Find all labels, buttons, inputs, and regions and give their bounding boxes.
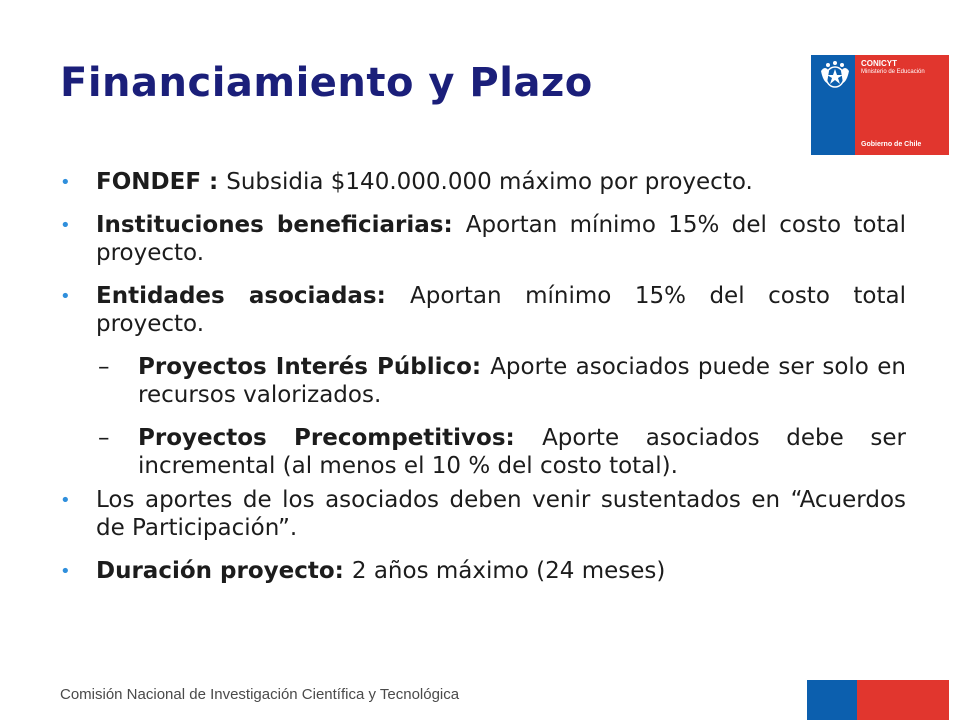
- sub-bullet-item: [60, 353, 906, 409]
- bullet-dot-icon: •: [60, 172, 71, 193]
- bullet-text: Aportan mínimo 15% del costo total proyecto.: [96, 212, 906, 266]
- bullet-text: Aportan mínimo 15% del costo total proyecto.: [96, 283, 906, 337]
- bullet-item: [60, 282, 906, 338]
- bullet-item: [60, 211, 906, 267]
- sub-bullet-dash: –: [98, 354, 110, 380]
- bullet-text: 2 años máximo (24 meses): [351, 558, 666, 584]
- bullet-label: FONDEF :: [96, 169, 227, 195]
- footer-flag-blue: [807, 680, 857, 720]
- footer-flag-red: [857, 680, 949, 720]
- logo-red-band: [855, 55, 949, 155]
- logo-name: CONICYT: [861, 59, 897, 68]
- footer-institution: Comisión Nacional de Investigación Científica y Tecnológica: [60, 686, 460, 703]
- bullet-label: Instituciones beneficiarias:: [96, 212, 466, 238]
- sub-bullet-label: Proyectos Interés Público:: [138, 354, 491, 380]
- bullet-dot-icon: •: [60, 286, 71, 307]
- bullet-item: [60, 486, 906, 542]
- logo-ministry: Ministerio de Educación: [861, 69, 925, 75]
- sub-bullet-text: Aporte asociados puede ser solo en recursos valorizados.: [138, 354, 906, 408]
- bullet-text: Subsidia $140.000.000 máximo por proyecto.: [226, 169, 753, 195]
- chile-crest-icon: [817, 59, 853, 93]
- sub-bullet-item: [60, 424, 906, 480]
- slide-content: [60, 168, 906, 600]
- bullet-item: [60, 557, 906, 585]
- bullet-label: Entidades asociadas:: [96, 283, 411, 309]
- bullet-dot-icon: •: [60, 215, 71, 236]
- conicyt-logo: [811, 55, 949, 155]
- sub-bullet-text: Aporte asociados debe ser incremental (al menos el 10 % del costo total).: [138, 425, 906, 479]
- bullet-dot-icon: •: [60, 490, 71, 511]
- bullet-dot-icon: •: [60, 561, 71, 582]
- slide-title: Financiamiento y Plazo: [60, 60, 593, 106]
- sub-bullet-label: Proyectos Precompetitivos:: [138, 425, 543, 451]
- bullet-label: Duración proyecto:: [96, 558, 352, 584]
- footer-flag: [807, 680, 949, 720]
- sub-bullet-dash: –: [98, 425, 110, 451]
- logo-government: Gobierno de Chile: [861, 141, 922, 148]
- bullet-text: Los aportes de los asociados deben venir sustentados en “Acuerdos de Participación”.: [96, 487, 906, 541]
- logo-blue-band: [811, 55, 855, 155]
- bullet-item: [60, 168, 906, 196]
